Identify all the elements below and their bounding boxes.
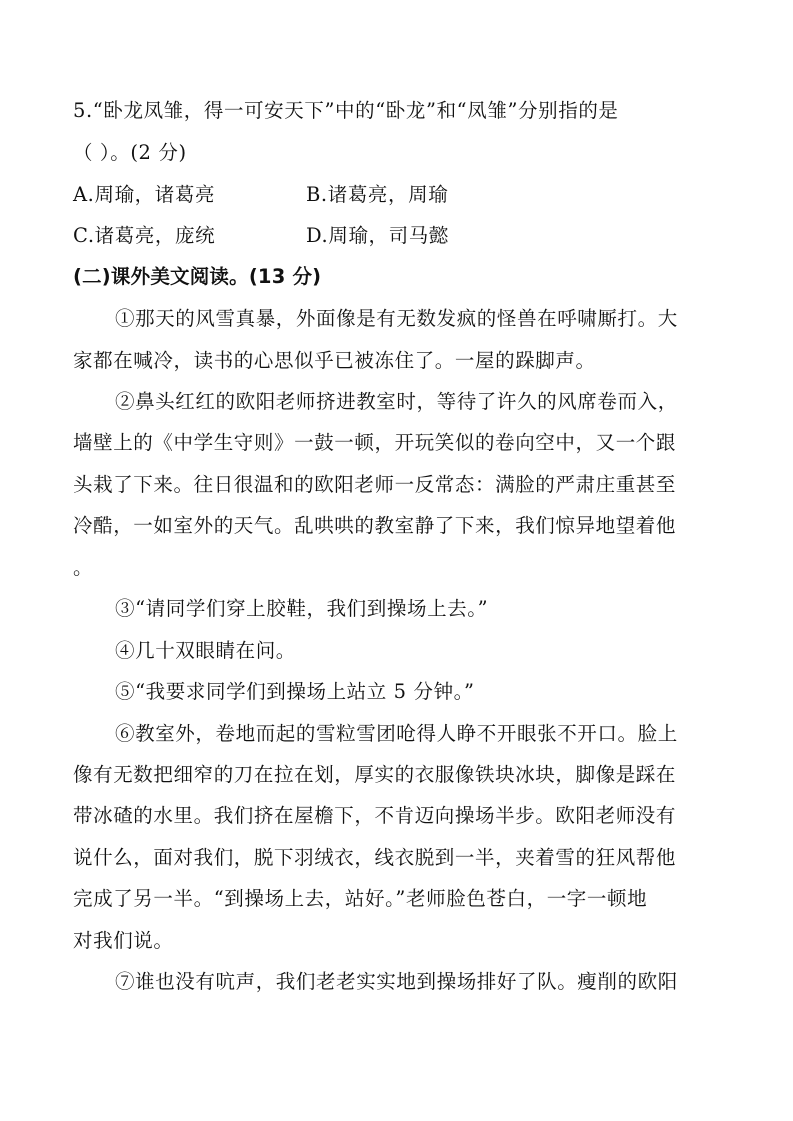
- passage-line: 。: [73, 556, 94, 579]
- passage-line: 说什么，面对我们，脱下羽绒衣，线衣脱到一半，夹着雪的狂风帮他: [73, 846, 677, 869]
- option-c: C.诸葛亮，庞统: [73, 224, 216, 247]
- passage-line: ③“请同学们穿上胶鞋，我们到操场上去。”: [115, 597, 489, 620]
- passage-line: 冷酷，一如室外的天气。乱哄哄的教室静了下来，我们惊异地望着他: [73, 514, 677, 537]
- passage-line: ⑤“我要求同学们到操场上站立 5 分钟。”: [115, 680, 475, 703]
- passage-line: 像有无数把细窄的刀在拉在划，厚实的衣服像铁块冰块，脚像是踩在: [73, 763, 677, 786]
- question-5-stem-line-2: （ ）。(2 分): [73, 141, 187, 164]
- passage-line: ②鼻头红红的欧阳老师挤进教室时，等待了许久的风席卷而入，: [115, 390, 678, 413]
- passage-line: ①那天的风雪真暴，外面像是有无数发疯的怪兽在呼啸厮打。大: [115, 307, 678, 330]
- passage-line: 墙壁上的《中学生守则》一鼓一顿，开玩笑似的卷向空中，又一个跟: [73, 431, 677, 454]
- passage-line: 完成了另一半。“到操场上去，站好。”老师脸色苍白，一字一顿地: [73, 887, 648, 910]
- question-5-stem-line-1: 5.“卧龙凤雏，得一可安天下”中的“卧龙”和“凤雏”分别指的是: [73, 99, 619, 122]
- passage-line: ⑦谁也没有吭声，我们老老实实地到操场排好了队。瘦削的欧阳: [115, 970, 678, 993]
- section-2-heading: (二)课外美文阅读。(13 分): [73, 265, 322, 288]
- passage-line: ⑥教室外，卷地而起的雪粒雪团呛得人睁不开眼张不开口。脸上: [115, 722, 678, 745]
- passage-line: ④几十双眼睛在问。: [115, 639, 296, 662]
- passage-line: 带冰碴的水里。我们挤在屋檐下，不肯迈向操场半步。欧阳老师没有: [73, 804, 677, 827]
- option-d: D.周瑜，司马懿: [306, 224, 449, 247]
- passage-line: 家都在喊冷，读书的心思似乎已被冻住了。一屋的跺脚声。: [73, 349, 596, 372]
- passage-line: 头栽了下来。往日很温和的欧阳老师一反常态：满脸的严肃庄重甚至: [73, 473, 677, 496]
- option-b: B.诸葛亮，周瑜: [306, 183, 449, 206]
- option-a: A.周瑜，诸葛亮: [73, 183, 216, 206]
- passage-line: 对我们说。: [73, 929, 174, 952]
